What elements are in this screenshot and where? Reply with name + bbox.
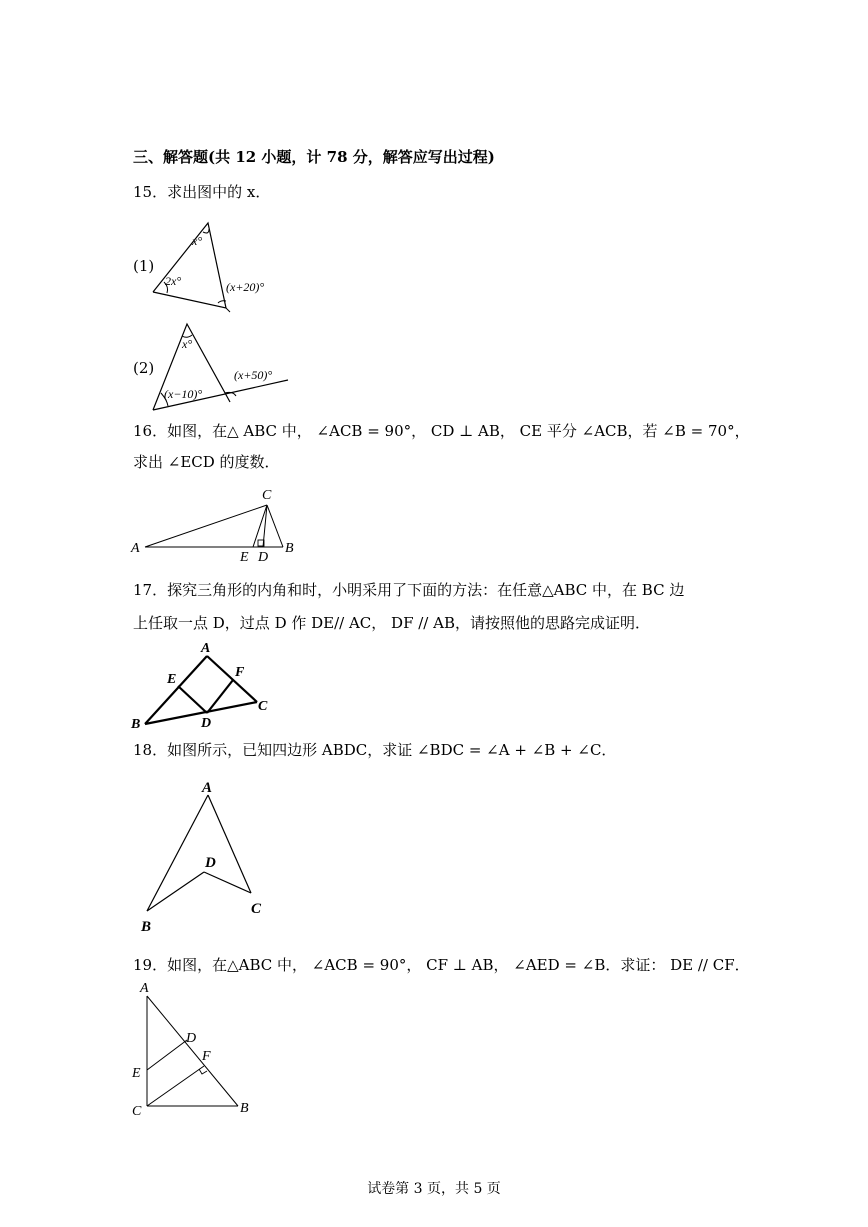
q16-label-D: D — [258, 550, 269, 565]
page-footer: 试卷第 3 页，共 5 页 — [367, 1181, 501, 1197]
q16-figure — [125, 485, 315, 570]
q16-label-B: B — [285, 541, 294, 556]
q15-part2-label: (2) — [133, 359, 155, 377]
q19-figure — [125, 978, 265, 1123]
q17-label-A: A — [201, 641, 211, 656]
q19-label-E: E — [132, 1066, 141, 1081]
q16-label-E: E — [240, 550, 249, 565]
q15-fig2-label-left: (x−10)° — [164, 387, 203, 401]
q17-label-E: E — [167, 672, 177, 687]
q18-stem: 18．如图所示，已知四边形 ABDC，求证 ∠BDC = ∠A + ∠B + ∠C． — [133, 741, 617, 759]
q16-label-A: A — [131, 541, 140, 556]
q19-label-A: A — [140, 981, 149, 996]
q18-figure — [135, 775, 275, 935]
q17-line2: 上任取一点 D，过点 D 作 DE// AC， DF // AB，请按照他的思路完成证明． — [133, 614, 650, 632]
q15-fig2-label-top: x° — [182, 337, 193, 351]
q18-label-C: C — [251, 901, 262, 917]
section-title: 三、解答题(共 12 小题，计 78 分，解答应写出过程) — [133, 148, 495, 166]
q17-line1: 17．探究三角形的内角和时，小明采用了下面的方法：在任意△ABC 中，在 BC 边 — [133, 581, 685, 599]
q16-line2: 求出 ∠ECD 的度数． — [133, 453, 280, 471]
q17-label-B: B — [131, 717, 141, 732]
q15-fig1-label-right: (x+20)° — [226, 280, 265, 294]
q15-fig1-label-top: x° — [192, 234, 203, 248]
q19-label-D: D — [186, 1031, 197, 1046]
q15-figure-1 — [140, 215, 290, 315]
q15-fig2-label-right: (x+50)° — [234, 368, 273, 382]
q18-label-A: A — [202, 780, 213, 796]
q17-figure — [125, 640, 285, 732]
q17-label-D: D — [201, 716, 212, 731]
q16-label-C: C — [262, 488, 272, 503]
q19-label-C: C — [132, 1104, 142, 1119]
q19-stem: 19．如图，在△ABC 中， ∠ACB = 90°， CF ⊥ AB， ∠AED = ∠B．求证： DE // CF． — [133, 956, 750, 974]
q16-line1: 16．如图，在△ ABC 中， ∠ACB = 90°， CD ⊥ AB， CE 平分 ∠ACB，若 ∠B = 70°， — [133, 422, 750, 440]
q15-fig1-triangle — [153, 223, 226, 308]
q15-fig1-label-left: 2x° — [165, 274, 182, 288]
q19-label-F: F — [202, 1049, 211, 1064]
q18-label-D: D — [205, 855, 216, 871]
q15-fig1-angle-top — [203, 229, 209, 233]
q15-figure-2 — [140, 318, 300, 418]
q15-part1-label: (1) — [133, 257, 155, 275]
q19-label-B: B — [240, 1101, 249, 1116]
q17-label-F: F — [235, 665, 245, 680]
q15-stem: 15．求出图中的 x． — [133, 183, 271, 201]
q18-label-B: B — [141, 919, 152, 935]
q17-label-C: C — [258, 699, 268, 714]
